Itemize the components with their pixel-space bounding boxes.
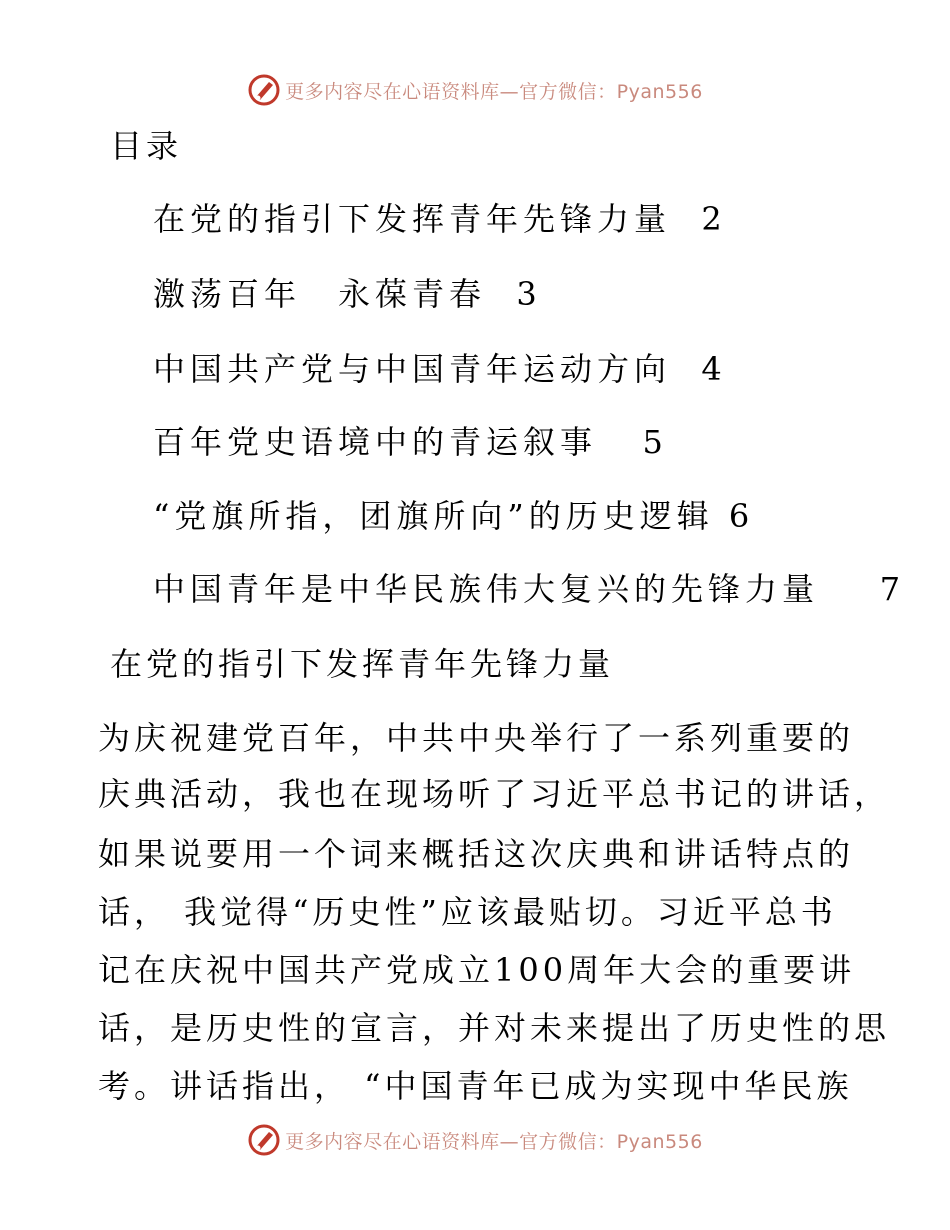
toc-item-label: “党旗所指，团旗所向”的历史逻辑 (153, 497, 714, 535)
toc-item-page: 2 (701, 200, 722, 238)
toc-item[interactable] (153, 345, 722, 393)
toc-item-label: 中国共产党与中国青年运动方向 (153, 350, 672, 388)
paragraph-line: 记在庆祝中国共产党成立100周年大会的重要讲 (98, 951, 856, 989)
paragraph-line: 话，是历史性的宣言，并对未来提出了历史性的思 (98, 1009, 891, 1047)
pen-seal-logo-icon (247, 1123, 281, 1157)
pen-seal-logo-icon (247, 73, 281, 107)
toc-item-label: 百年党史语境中的青运叙事 (153, 423, 598, 461)
paragraph-line: 如果说要用一个词来概括这次庆典和讲话特点的 (98, 835, 855, 873)
paragraph-line: 庆典活动，我也在现场听了习近平总书记的讲话， (98, 775, 891, 813)
toc-item-page: 3 (516, 275, 537, 313)
toc-item[interactable] (153, 565, 900, 613)
toc-item[interactable] (153, 492, 749, 540)
toc-item[interactable] (153, 270, 537, 318)
toc-item-page: 4 (701, 350, 722, 388)
header-banner (0, 70, 950, 110)
toc-item-page: 6 (728, 497, 750, 535)
toc-item[interactable] (153, 418, 663, 466)
banner-text: 更多内容尽在心语资料库—官方微信：Pyan556 (285, 1130, 703, 1153)
toc-item-label: 在党的指引下发挥青年先锋力量 (153, 200, 672, 238)
toc-item-page: 5 (642, 423, 663, 461)
paragraph-line: 为庆祝建党百年，中共中央举行了一系列重要的 (98, 719, 855, 757)
paragraph-line: 话， 我觉得“历史性”应该最贴切。习近平总书 (98, 893, 837, 931)
toc-title: 目录 (110, 127, 183, 165)
toc-item-page: 7 (879, 570, 901, 608)
toc-item-label: 激荡百年 永葆青春 (153, 275, 487, 313)
toc-item-label: 中国青年是中华民族伟大复兴的先锋力量 (153, 570, 820, 608)
paragraph-line: 考。讲话指出， “中国青年已成为实现中华民族 (98, 1067, 853, 1105)
footer-banner (0, 1120, 950, 1160)
section-heading: 在党的指引下发挥青年先锋力量 (110, 645, 615, 683)
toc-item[interactable] (153, 195, 722, 243)
banner-text: 更多内容尽在心语资料库—官方微信：Pyan556 (285, 80, 703, 103)
